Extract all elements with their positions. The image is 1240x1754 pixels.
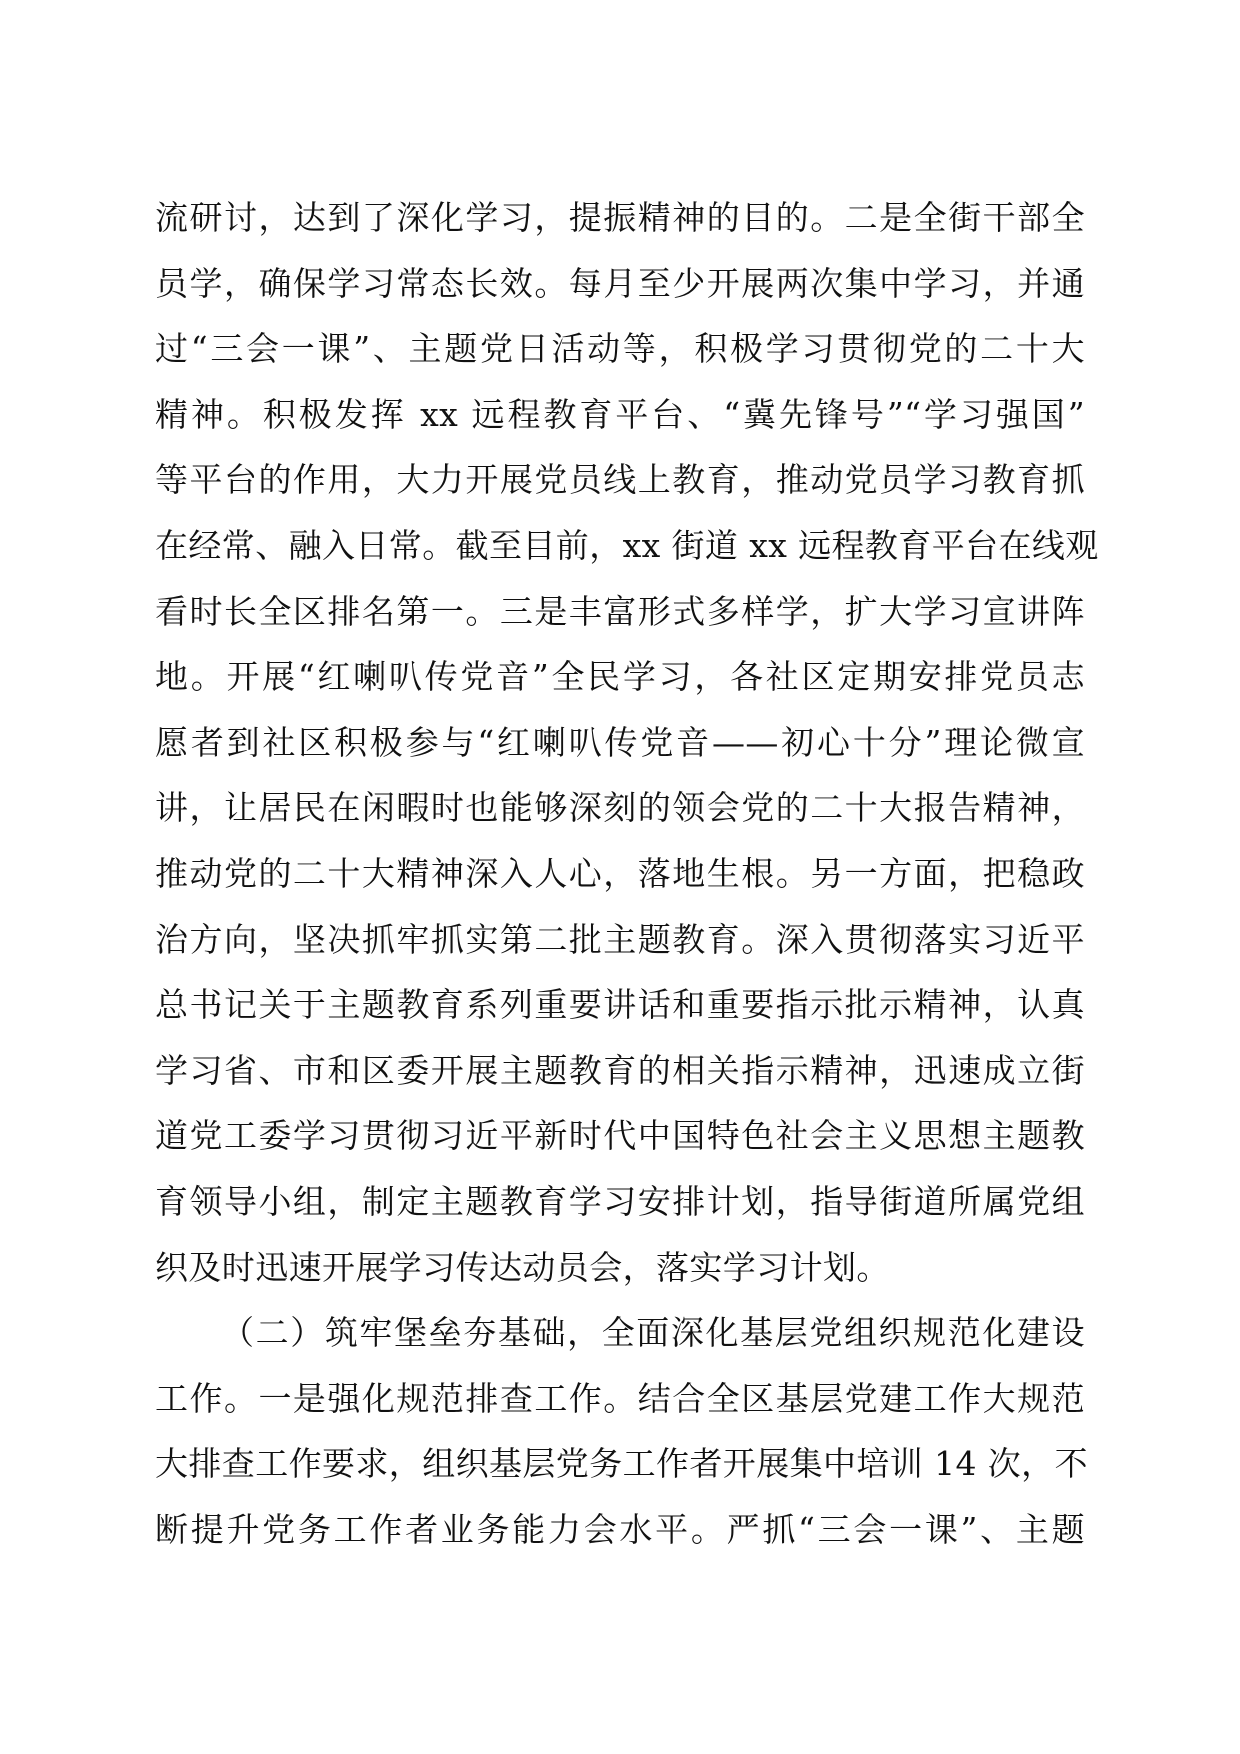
text-line: 推动党的二十大精神深入人心，落地生根。另一方面，把稳政 <box>155 853 1085 893</box>
text-line: 过“三会一课”、主题党日活动等，积极学习贯彻党的二十大 <box>155 329 1085 369</box>
text-line: 看时长全区排名第一。三是丰富形式多样学，扩大学习宣讲阵 <box>155 591 1085 631</box>
text-line: 大排查工作要求，组织基层党务工作者开展集中培训 14 次，不 <box>155 1444 1088 1484</box>
text-line: 愿者到社区积极参与“红喇叭传党音——初心十分”理论微宣 <box>155 722 1085 762</box>
text-line: 在经常、融入日常。截至目前，xx 街道 xx 远程教育平台在线观 <box>155 525 1099 565</box>
text-line: 治方向，坚决抓牢抓实第二批主题教育。深入贯彻落实习近平 <box>155 919 1085 959</box>
text-line: 断提升党务工作者业务能力会水平。严抓“三会一课”、主题 <box>155 1509 1085 1549</box>
text-line: 地。开展“红喇叭传党音”全民学习，各社区定期安排党员志 <box>155 657 1085 697</box>
text-line: 总书记关于主题教育系列重要讲话和重要指示批示精神，认真 <box>155 985 1085 1025</box>
paragraph-end-line: 织及时迅速开展学习传达动员会，落实学习计划。 <box>155 1247 890 1287</box>
text-line: 员学，确保学习常态长效。每月至少开展两次集中学习，并通 <box>155 263 1085 303</box>
document-body <box>155 185 1099 1562</box>
section-heading-line: （二）筑牢堡垒夯基础，全面深化基层党组织规范化建设 <box>221 1313 1085 1353</box>
text-line: 学习省、市和区委开展主题教育的相关指示精神，迅速成立街 <box>155 1050 1085 1090</box>
text-line: 工作。一是强化规范排查工作。结合全区基层党建工作大规范 <box>155 1378 1085 1418</box>
text-line: 道党工委学习贯彻习近平新时代中国特色社会主义思想主题教 <box>155 1116 1085 1156</box>
text-line: 等平台的作用，大力开展党员线上教育，推动党员学习教育抓 <box>155 460 1085 500</box>
text-line: 育领导小组，制定主题教育学习安排计划，指导街道所属党组 <box>155 1181 1085 1221</box>
text-line: 精神。积极发挥 xx 远程教育平台、“冀先锋号”“学习强国” <box>155 394 1085 434</box>
text-line: 讲，让居民在闲暇时也能够深刻的领会党的二十大报告精神， <box>155 788 1085 828</box>
text-line: 流研讨，达到了深化学习，提振精神的目的。二是全街干部全 <box>155 198 1085 237</box>
